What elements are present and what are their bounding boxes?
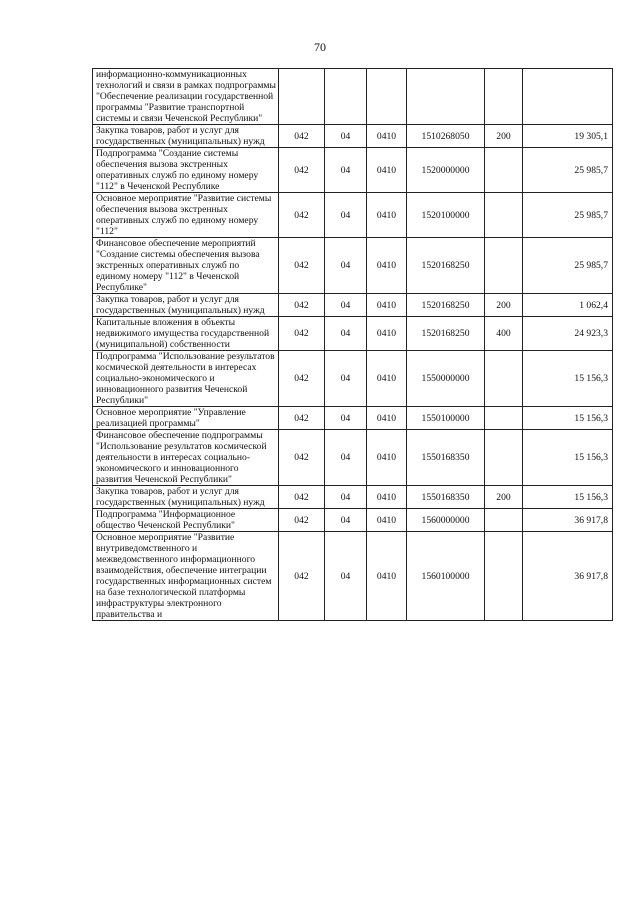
table-row [93, 532, 613, 621]
target-article-cell: 1520168250 [407, 238, 485, 294]
gr-code-cell: 042 [279, 193, 325, 238]
table-row [93, 125, 613, 148]
row-name-cell: Финансовое обеспечение мероприятий "Создание системы обеспечения вызова экстренных оперативных служб по единому номеру "112" в Чеченской Республике" [93, 238, 279, 294]
row-name-cell: Закупка товаров, работ и услуг для государственных (муниципальных) нужд [93, 294, 279, 317]
section-code-cell: 04 [325, 486, 367, 509]
expense-type-cell [485, 148, 523, 193]
subsection-code-cell: 0410 [367, 486, 407, 509]
target-article-cell: 1520168250 [407, 317, 485, 351]
row-name-cell: Подпрограмма "Создание системы обеспечения вызова экстренных оперативных служб по единому номеру "112" в Чеченской Республике [93, 148, 279, 193]
table-row [93, 430, 613, 486]
gr-code-cell: 042 [279, 430, 325, 486]
budget-table [92, 68, 613, 621]
expense-type-cell [485, 69, 523, 125]
target-article-cell: 1520000000 [407, 148, 485, 193]
section-code-cell: 04 [325, 509, 367, 532]
table-row [93, 407, 613, 430]
section-code-cell [325, 69, 367, 125]
expense-type-cell [485, 238, 523, 294]
gr-code-cell [279, 69, 325, 125]
section-code-cell: 04 [325, 317, 367, 351]
table-row [93, 238, 613, 294]
gr-code-cell: 042 [279, 148, 325, 193]
row-name-cell: информационно-коммуникационных технологий и связи в рамках подпрограммы "Обеспечение реализации государственной программы "Развитие транспортной системы и связи Чеченской Республики" [93, 69, 279, 125]
table-row [93, 351, 613, 407]
row-name-cell: Основное мероприятие "Развитие системы обеспечения вызова экстренных оперативных служб по единому номеру "112" [93, 193, 279, 238]
expense-type-cell [485, 430, 523, 486]
amount-cell: 19 305,1 [523, 125, 613, 148]
target-article-cell: 1560100000 [407, 532, 485, 621]
expense-type-cell [485, 407, 523, 430]
subsection-code-cell: 0410 [367, 317, 407, 351]
table-row [93, 193, 613, 238]
target-article-cell: 1560000000 [407, 509, 485, 532]
expense-type-cell [485, 532, 523, 621]
page-number: 70 [314, 40, 326, 54]
section-code-cell: 04 [325, 193, 367, 238]
row-name-cell: Подпрограмма "Информационное общество Чеченской Республики" [93, 509, 279, 532]
amount-cell: 15 156,3 [523, 430, 613, 486]
subsection-code-cell: 0410 [367, 148, 407, 193]
subsection-code-cell: 0410 [367, 532, 407, 621]
row-name-cell: Подпрограмма "Использование результатов космической деятельности в интересах социально-экономического и инновационного развития Чеченской Республики" [93, 351, 279, 407]
section-code-cell: 04 [325, 294, 367, 317]
section-code-cell: 04 [325, 238, 367, 294]
expense-type-cell: 200 [485, 125, 523, 148]
target-article-cell: 1520168250 [407, 294, 485, 317]
amount-cell: 25 985,7 [523, 238, 613, 294]
gr-code-cell: 042 [279, 509, 325, 532]
amount-cell [523, 69, 613, 125]
table-row [93, 148, 613, 193]
row-name-cell: Основное мероприятие "Управление реализацией программы" [93, 407, 279, 430]
subsection-code-cell: 0410 [367, 430, 407, 486]
amount-cell: 24 923,3 [523, 317, 613, 351]
gr-code-cell: 042 [279, 407, 325, 430]
gr-code-cell: 042 [279, 294, 325, 317]
expense-type-cell: 400 [485, 317, 523, 351]
table-row [93, 294, 613, 317]
table-row [93, 317, 613, 351]
section-code-cell: 04 [325, 430, 367, 486]
table-row [93, 486, 613, 509]
expense-type-cell [485, 193, 523, 238]
section-code-cell: 04 [325, 532, 367, 621]
amount-cell: 36 917,8 [523, 532, 613, 621]
table-row [93, 509, 613, 532]
subsection-code-cell: 0410 [367, 294, 407, 317]
section-code-cell: 04 [325, 351, 367, 407]
subsection-code-cell: 0410 [367, 407, 407, 430]
subsection-code-cell: 0410 [367, 509, 407, 532]
subsection-code-cell: 0410 [367, 238, 407, 294]
amount-cell: 15 156,3 [523, 351, 613, 407]
gr-code-cell: 042 [279, 238, 325, 294]
expense-type-cell: 200 [485, 294, 523, 317]
row-name-cell: Закупка товаров, работ и услуг для государственных (муниципальных) нужд [93, 125, 279, 148]
gr-code-cell: 042 [279, 351, 325, 407]
subsection-code-cell: 0410 [367, 351, 407, 407]
row-name-cell: Финансовое обеспечение подпрограммы "Использование результатов космической деятельности в интересах социально-экономического и инновационного развития Чеченской Республики" [93, 430, 279, 486]
target-article-cell: 1550168350 [407, 486, 485, 509]
expense-type-cell [485, 509, 523, 532]
subsection-code-cell [367, 69, 407, 125]
amount-cell: 15 156,3 [523, 407, 613, 430]
expense-type-cell: 200 [485, 486, 523, 509]
subsection-code-cell: 0410 [367, 125, 407, 148]
target-article-cell: 1520100000 [407, 193, 485, 238]
row-name-cell: Основное мероприятие "Развитие внутриведомственного и межведомственного информационного взаимодействия, обеспечение интеграции государственных информационных систем на базе технологической платформы инфраструктуры электронного правительства и [93, 532, 279, 621]
row-name-cell: Закупка товаров, работ и услуг для государственных (муниципальных) нужд [93, 486, 279, 509]
target-article-cell: 1510268050 [407, 125, 485, 148]
target-article-cell [407, 69, 485, 125]
amount-cell: 36 917,8 [523, 509, 613, 532]
expense-type-cell [485, 351, 523, 407]
target-article-cell: 1550000000 [407, 351, 485, 407]
subsection-code-cell: 0410 [367, 193, 407, 238]
section-code-cell: 04 [325, 407, 367, 430]
gr-code-cell: 042 [279, 532, 325, 621]
amount-cell: 25 985,7 [523, 193, 613, 238]
gr-code-cell: 042 [279, 125, 325, 148]
amount-cell: 1 062,4 [523, 294, 613, 317]
target-article-cell: 1550100000 [407, 407, 485, 430]
amount-cell: 25 985,7 [523, 148, 613, 193]
target-article-cell: 1550168350 [407, 430, 485, 486]
section-code-cell: 04 [325, 148, 367, 193]
gr-code-cell: 042 [279, 317, 325, 351]
gr-code-cell: 042 [279, 486, 325, 509]
amount-cell: 15 156,3 [523, 486, 613, 509]
section-code-cell: 04 [325, 125, 367, 148]
table-row [93, 69, 613, 125]
row-name-cell: Капитальные вложения в объекты недвижимого имущества государственной (муниципальной) собственности [93, 317, 279, 351]
